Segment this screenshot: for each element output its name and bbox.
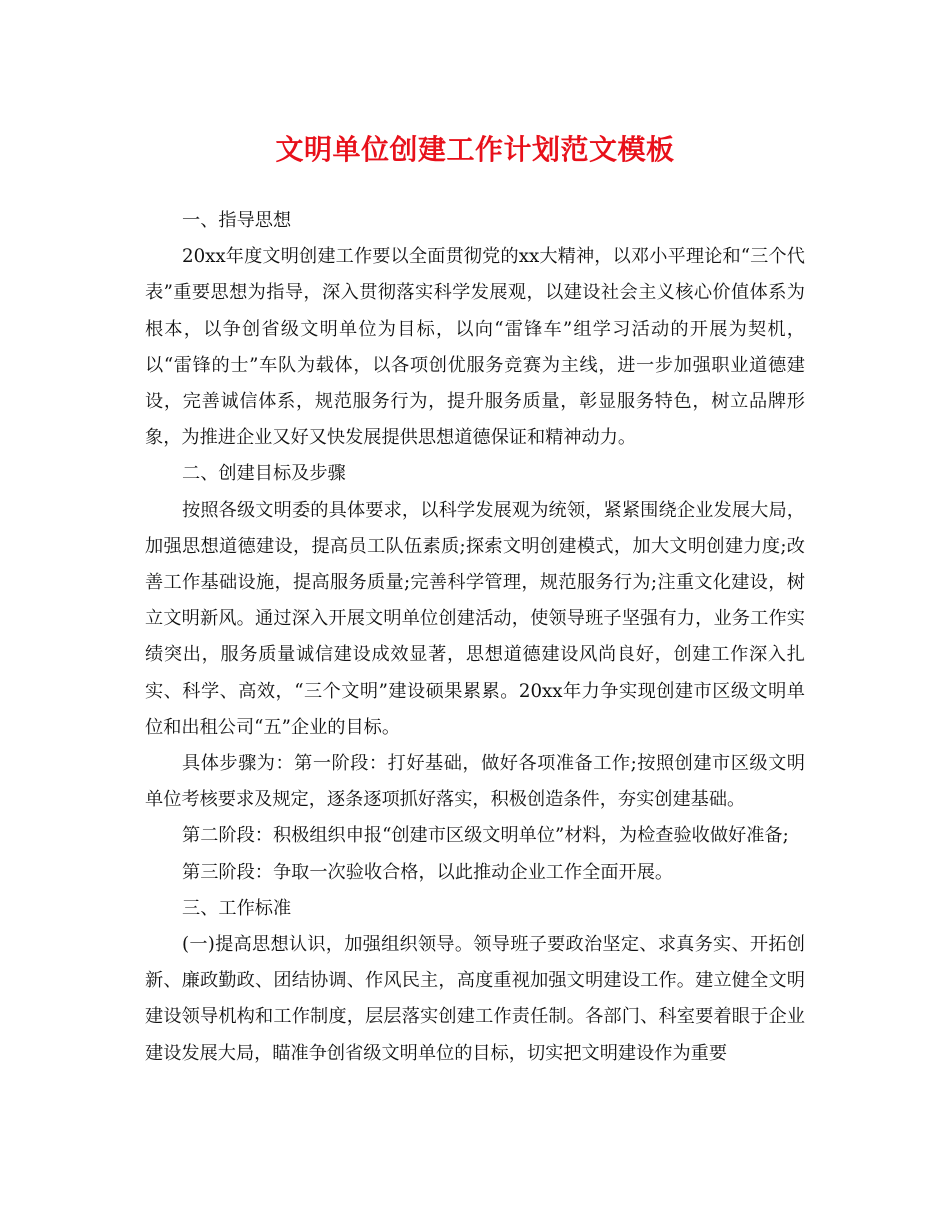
paragraph-step-three: 第三阶段：争取一次验收合格，以此推动企业工作全面开展。: [182, 861, 674, 883]
paragraph-guiding-ideology: 20xx年度文明创建工作要以全面贯彻党的xx大精神，以邓小平理论和“三个代表”重要思想为指导，深入贯彻落实科学发展观，以建设社会主义核心价值体系为根本，以争创省级文明单位为目标，以向“雷锋车”组学习活动的开展为契机，以“雷锋的士”车队为载体，以各项创优服务竞赛为主线，进一步加强职业道德建设，完善诚信体系，规范服务行为，提升服务质量，彰显服务特色，树立品牌形象，为推进企业又好又快发展提供思想道德保证和精神动力。: [145, 246, 805, 449]
paragraph-step-one: 具体步骤为：第一阶段：打好基础，做好各项准备工作;按照创建市区级文明单位考核要求及规定，逐条逐项抓好落实，积极创造条件，夯实创建基础。: [145, 753, 805, 811]
paragraph-goals: 按照各级文明委的具体要求，以科学发展观为统领，紧紧围绕企业发展大局，加强思想道德建设，提高员工队伍素质;探索文明创建模式，加大文明创建力度;改善工作基础设施，提高服务质量;完善科学管理，规范服务行为;注重文化建设，树立文明新风。通过深入开展文明单位创建活动，使领导班子坚强有力，业务工作实绩突出，服务质量诚信建设成效显著，思想道德建设风尚良好，创建工作深入扎实、科学、高效，“三个文明”建设硕果累累。20xx年力争实现创建市区级文明单位和出租公司“五”企业的目标。: [145, 499, 805, 738]
heading-goals-and-steps: 二、创建目标及步骤: [182, 463, 346, 485]
document-body: [145, 203, 805, 1072]
heading-guiding-ideology: 一、指导思想: [182, 210, 292, 231]
paragraph-step-two: 第二阶段：积极组织申报“创建市区级文明单位”材料，为检查验收做好准备;: [182, 825, 789, 847]
paragraph-standard-one: (一)提高思想认识，加强组织领导。领导班子要政治坚定、求真务实、开拓创新、廉政勤政、团结协调、作风民主，高度重视加强文明建设工作。建立健全文明建设领导机构和工作制度，层层落实创建工作责任制。各部门、科室要着眼于企业建设发展大局，瞄准争创省级文明单位的目标，切实把文明建设作为重要: [145, 934, 805, 1064]
document-title: 文明单位创建工作计划范文模板: [275, 133, 675, 166]
heading-work-standards: 三、工作标准: [182, 897, 292, 919]
